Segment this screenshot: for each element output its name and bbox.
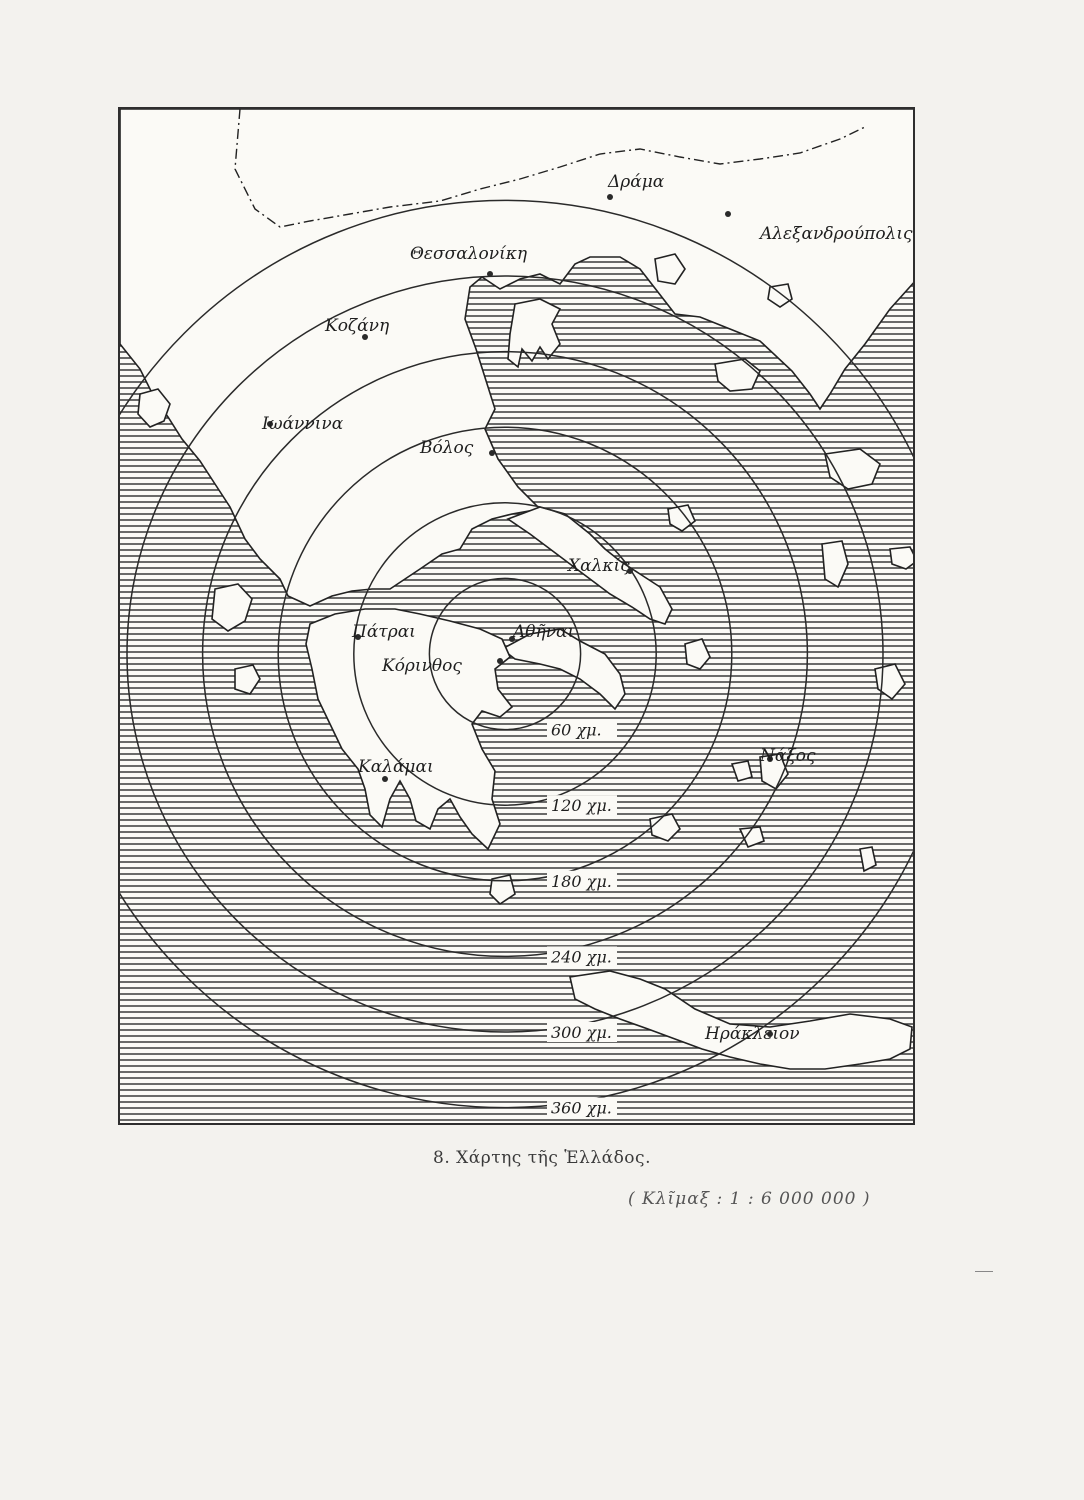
city-marker-thessaloniki	[487, 271, 493, 277]
ring-label-60: 60 χμ.	[551, 720, 602, 740]
city-label-patrai: Πάτραι	[352, 622, 416, 642]
figure-caption: 8. Χάρτης τῆς Ἑλλάδος.	[433, 1148, 651, 1168]
city-marker-alexandroupolis	[725, 211, 731, 217]
greece-map	[120, 109, 915, 1125]
city-marker-drama	[607, 194, 613, 200]
margin-mark	[975, 1271, 993, 1272]
ring-label-300: 300 χμ.	[551, 1023, 612, 1042]
ring-label-240: 240 χμ.	[551, 947, 612, 967]
city-label-naxos: Νάξος	[760, 746, 816, 766]
city-label-athinai: Αθῆναι	[513, 622, 575, 642]
city-label-alexandroupolis: Αλεξανδρούπολις	[760, 224, 913, 244]
city-marker-volos	[489, 450, 495, 456]
ring-label-120: 120 χμ.	[551, 796, 612, 816]
city-label-ioannina: Ιωάννινα	[262, 414, 344, 434]
city-marker-korinthos	[497, 658, 503, 664]
ring-label-180: 180 χμ.	[551, 871, 612, 891]
city-label-kozani: Κοζάνη	[325, 316, 390, 336]
city-label-korinthos: Κόρινθος	[382, 656, 462, 676]
city-label-volos: Βόλος	[420, 438, 474, 458]
city-label-kalamai: Καλάμαι	[358, 757, 434, 777]
city-label-irakleion: Ηράκλειον	[705, 1024, 800, 1044]
city-label-drama: Δράμα	[608, 172, 665, 192]
city-label-thessaloniki: Θεσσαλονίκη	[410, 244, 528, 264]
ring-label-360: 360 χμ.	[551, 1098, 612, 1118]
map-frame	[118, 107, 915, 1125]
map-scale: ( Κλῖμαξ : 1 : 6 000 000 )	[628, 1189, 871, 1209]
city-label-chalkis: Χαλκίς	[568, 556, 630, 576]
